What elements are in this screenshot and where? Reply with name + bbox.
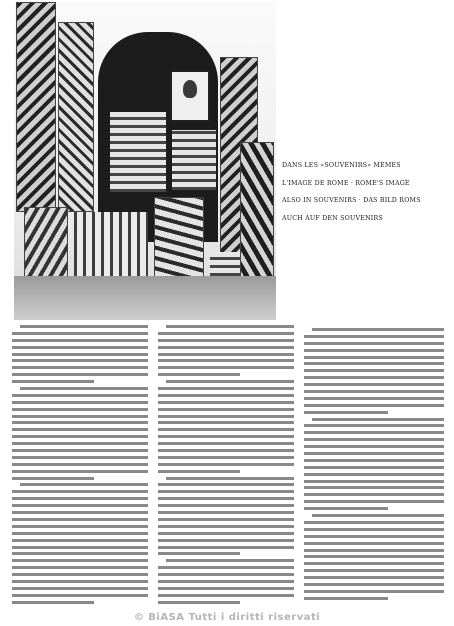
- text-line: [12, 332, 148, 335]
- text-line: [304, 342, 444, 345]
- text-line: [304, 459, 444, 462]
- text-line: [158, 580, 294, 583]
- text-line: [12, 559, 148, 562]
- text-line: [12, 442, 148, 445]
- text-line: [304, 431, 444, 434]
- text-line: [166, 477, 294, 480]
- text-line: [158, 353, 294, 356]
- hanging-scarf: [58, 22, 94, 212]
- caption-line-french: DANS LES «SOUVENIRS» MEMES: [282, 162, 401, 169]
- text-line: [12, 546, 148, 549]
- text-line: [12, 353, 148, 356]
- text-line: [12, 380, 94, 383]
- text-line: [158, 359, 294, 362]
- text-line: [158, 401, 294, 404]
- photo-ground: [14, 276, 276, 320]
- text-line: [312, 514, 444, 517]
- text-line: [158, 442, 294, 445]
- text-line: [304, 349, 444, 352]
- text-line: [12, 539, 148, 542]
- text-line: [158, 587, 294, 590]
- text-line: [304, 452, 444, 455]
- text-line: [304, 473, 444, 476]
- text-line: [312, 418, 444, 421]
- text-line: [158, 601, 240, 604]
- text-line: [158, 490, 294, 493]
- text-line: [12, 366, 148, 369]
- text-line: [304, 590, 444, 593]
- text-line: [12, 435, 148, 438]
- text-line: [12, 504, 148, 507]
- text-line: [12, 401, 148, 404]
- text-line: [12, 463, 148, 466]
- text-line: [312, 328, 444, 331]
- text-line: [12, 518, 148, 521]
- text-line: [12, 490, 148, 493]
- text-line: [12, 359, 148, 362]
- text-line: [304, 480, 444, 483]
- text-line: [12, 477, 94, 480]
- text-line: [304, 335, 444, 338]
- text-line: [304, 486, 444, 489]
- photo-portrait: [170, 70, 210, 122]
- text-line: [166, 325, 294, 328]
- text-line: [12, 449, 148, 452]
- text-line: [304, 445, 444, 448]
- text-line: [158, 594, 294, 597]
- text-line: [158, 421, 294, 424]
- text-line: [158, 346, 294, 349]
- text-line: [12, 511, 148, 514]
- text-line: [158, 532, 294, 535]
- text-line: [158, 373, 240, 376]
- text-line: [304, 500, 444, 503]
- text-line: [12, 415, 148, 418]
- souvenir-stall-photo: [14, 2, 276, 320]
- text-line: [304, 424, 444, 427]
- text-line: [158, 573, 294, 576]
- text-line: [158, 539, 294, 542]
- text-line: [304, 356, 444, 359]
- text-line: [304, 404, 444, 407]
- postcard-rack: [172, 130, 216, 190]
- caption-line-english: L'IMAGE DE ROME · ROME'S IMAGE: [282, 179, 410, 187]
- text-line: [304, 493, 444, 496]
- text-line: [304, 555, 444, 558]
- text-line: [12, 573, 148, 576]
- hanging-scarf: [240, 142, 274, 292]
- text-line: [12, 421, 148, 424]
- text-line: [158, 387, 294, 390]
- text-line: [12, 580, 148, 583]
- text-line: [158, 470, 240, 473]
- text-line: [158, 525, 294, 528]
- text-line: [158, 552, 240, 555]
- text-line: [12, 428, 148, 431]
- text-line: [158, 449, 294, 452]
- text-line: [12, 601, 94, 604]
- text-line: [158, 511, 294, 514]
- text-line: [158, 497, 294, 500]
- text-line: [158, 332, 294, 335]
- text-line: [12, 373, 148, 376]
- text-line: [12, 470, 148, 473]
- text-line: [158, 394, 294, 397]
- text-line: [304, 576, 444, 579]
- text-line: [304, 369, 444, 372]
- body-column-french: [12, 325, 148, 608]
- text-line: [158, 408, 294, 411]
- text-line: [20, 325, 148, 328]
- copyright-footer: © BiASA Tutti i diritti riservati: [133, 612, 321, 623]
- text-line: [158, 546, 294, 549]
- text-line: [158, 504, 294, 507]
- text-line: [166, 380, 294, 383]
- text-line: [12, 408, 148, 411]
- text-line: [158, 339, 294, 342]
- text-line: [12, 394, 148, 397]
- text-line: [304, 528, 444, 531]
- text-line: [12, 566, 148, 569]
- text-line: [304, 569, 444, 572]
- text-line: [20, 387, 148, 390]
- text-line: [12, 339, 148, 342]
- body-column-german: [304, 328, 444, 604]
- text-line: [12, 587, 148, 590]
- text-line: [20, 483, 148, 486]
- text-line: [158, 518, 294, 521]
- postcard-rack: [74, 212, 148, 282]
- text-line: [158, 483, 294, 486]
- text-line: [158, 456, 294, 459]
- body-column-english: [158, 325, 294, 608]
- text-line: [158, 463, 294, 466]
- text-line: [304, 376, 444, 379]
- text-line: [304, 438, 444, 441]
- text-line: [304, 390, 444, 393]
- text-line: [158, 428, 294, 431]
- text-line: [12, 552, 148, 555]
- text-line: [304, 535, 444, 538]
- text-line: [12, 497, 148, 500]
- text-line: [304, 362, 444, 365]
- text-line: [12, 456, 148, 459]
- text-line: [158, 435, 294, 438]
- text-line: [304, 597, 388, 600]
- text-line: [304, 397, 444, 400]
- text-line: [304, 411, 388, 414]
- text-line: [304, 542, 444, 545]
- text-line: [158, 566, 294, 569]
- text-line: [158, 415, 294, 418]
- text-line: [304, 583, 444, 586]
- text-line: [166, 559, 294, 562]
- caption-line-german: AUCH AUF DEN SOUVENIRS: [282, 214, 383, 222]
- text-line: [304, 562, 444, 565]
- text-line: [304, 466, 444, 469]
- caption-line-italian: ALSO IN SOUVENIRS · DAS BILD ROMS: [282, 197, 421, 204]
- postcard-rack: [110, 112, 166, 192]
- text-line: [12, 532, 148, 535]
- hanging-scarf: [16, 2, 56, 212]
- text-line: [12, 594, 148, 597]
- text-line: [158, 366, 294, 369]
- text-line: [304, 549, 444, 552]
- text-line: [12, 346, 148, 349]
- text-line: [12, 525, 148, 528]
- text-line: [304, 383, 444, 386]
- text-line: [304, 521, 444, 524]
- text-line: [304, 507, 388, 510]
- photo-caption: [282, 157, 452, 227]
